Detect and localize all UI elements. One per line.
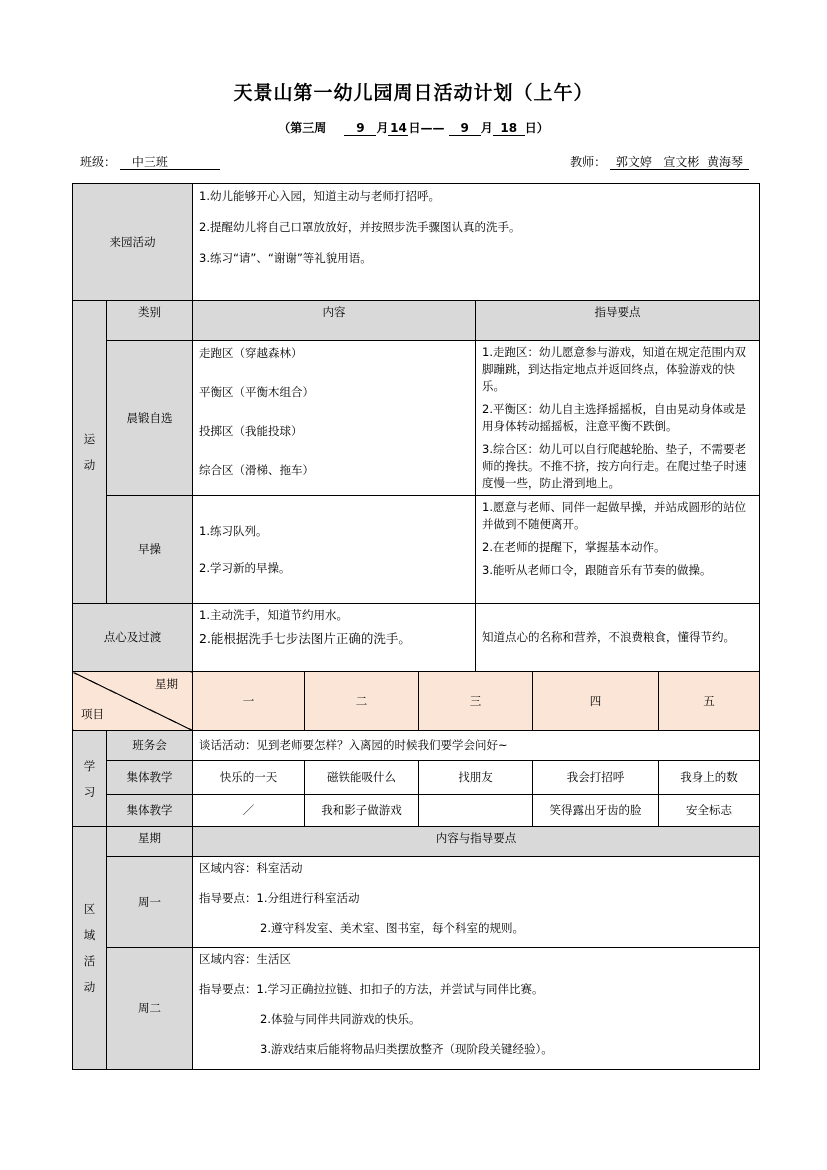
morning-exercise-label: 早操	[107, 496, 193, 604]
arrival-item: 1.幼儿能够开心入园，知道主动与老师打招呼。	[199, 189, 440, 203]
zone-item: 综合区（滑梯、拖车）	[199, 463, 314, 477]
guide-item: 2.平衡区：幼儿自主选择摇摇板，自由晃动身体或是用身体转动摇摇板，注意平衡不跌倒。	[482, 402, 746, 433]
group2-mon: ／	[193, 795, 305, 827]
group2-fri: 安全标志	[659, 795, 760, 827]
group1-mon: 快乐的一天	[193, 761, 305, 795]
area-monday-content	[193, 857, 760, 948]
area-label-char: 区	[83, 902, 96, 916]
arrival-item: 3.练习“请”、“谢谢”等礼貌用语。	[199, 251, 372, 265]
area-header-content: 内容与指导要点	[193, 827, 760, 857]
group1-fri: 我身上的数	[659, 761, 760, 795]
area-guide-item: 2.体验与同伴共同游戏的快乐。	[260, 1012, 421, 1026]
morning-choice-zones	[193, 341, 476, 496]
sport-label	[73, 301, 107, 604]
group2-tue: 我和影子做游戏	[305, 795, 419, 827]
sport-header-guide: 指导要点	[476, 301, 760, 341]
area-label-char: 动	[83, 980, 96, 994]
area-label	[73, 827, 107, 1070]
area-content-label: 区域内容：	[199, 952, 257, 966]
study-label	[73, 731, 107, 827]
week-open: （第三周	[278, 121, 327, 135]
zone-item: 投掷区（我能投球）	[199, 424, 303, 438]
area-tuesday-label: 周二	[107, 948, 193, 1070]
area-guide-item: 2.遵守科发室、美术室、图书室，每个科室的规则。	[260, 921, 524, 935]
group-teaching-row-2	[73, 795, 760, 827]
area-monday-row	[73, 857, 760, 948]
morning-choice-guides	[476, 341, 760, 496]
area-guide-item: 1.学习正确拉拉链、扣扣子的方法，并尝试与同伴比赛。	[256, 982, 544, 996]
area-label-char: 活	[83, 954, 96, 968]
month-char-1: 月	[376, 121, 389, 135]
snack-item: 1.主动洗手，知道节约用水。	[199, 608, 348, 622]
sport-header-row	[73, 301, 760, 341]
snack-label: 点心及过渡	[73, 604, 193, 672]
weekday-thu: 四	[533, 672, 659, 731]
morning-choice-row	[73, 341, 760, 496]
area-content-label: 区域内容：	[199, 861, 257, 875]
month-char-2: 月	[480, 121, 493, 135]
arrival-content	[193, 184, 760, 301]
sport-label-char: 动	[83, 458, 96, 472]
sport-label-char: 运	[83, 432, 96, 446]
morning-exercise-contents	[193, 496, 476, 604]
group2-wed	[419, 795, 533, 827]
arrival-item: 2.提醒幼儿将自己口罩放放好，并按照步洗手骤图认真的洗手。	[199, 220, 521, 234]
weekday-diagonal-header	[73, 672, 193, 731]
activity-plan-table	[72, 183, 760, 1070]
morning-exercise-row	[73, 496, 760, 604]
area-header-week: 星期	[107, 827, 193, 857]
area-guide-label: 指导要点：	[199, 982, 257, 996]
area-guide-item: 1.分组进行科室活动	[256, 891, 360, 905]
zone-item: 走跑区（穿越森林）	[199, 346, 303, 360]
area-content-value: 科室活动	[256, 861, 303, 875]
area-label-char: 域	[83, 928, 96, 942]
header-week-label: 星期	[155, 677, 178, 691]
snack-guide: 知道点心的名称和营养，不浪费粮食，懂得节约。	[476, 604, 760, 672]
weekday-fri: 五	[659, 672, 760, 731]
area-monday-label: 周一	[107, 857, 193, 948]
snack-row	[73, 604, 760, 672]
snack-item: 2.能根据洗手七步法图片正确的洗手。	[199, 631, 411, 646]
weekday-header-row	[73, 672, 760, 731]
end-day: 18	[493, 122, 525, 136]
week-range	[0, 119, 827, 136]
guide-item: 1.走跑区：幼儿愿意参与游戏，知道在规定范围内双脚蹦跳，到达指定地点并返回终点，体验游戏的快乐。	[482, 345, 746, 393]
guide-item: 2.在老师的提醒下，掌握基本动作。	[482, 540, 666, 554]
group-teaching-label: 集体教学	[107, 795, 193, 827]
week-close: 日）	[524, 121, 549, 135]
weekday-wed: 三	[419, 672, 533, 731]
teacher-label: 教师：	[570, 155, 607, 169]
class-meeting-text: 谈话活动：见到老师要怎样？入离园的时候我们要学会问好~	[193, 731, 760, 761]
class-label: 班级：	[80, 155, 117, 169]
sport-header-category: 类别	[107, 301, 193, 341]
week-mid: 日——	[408, 121, 445, 135]
start-day: 14	[390, 121, 407, 135]
weekday-mon: 一	[193, 672, 305, 731]
start-month: 9	[344, 122, 376, 136]
area-header-row	[73, 827, 760, 857]
study-label-char: 学	[83, 758, 96, 773]
morning-choice-label: 晨锻自选	[107, 341, 193, 496]
class-value: 中三班	[120, 155, 220, 170]
area-guide-item: 3.游戏结束后能将物品归类摆放整齐（现阶段关键经验）。	[260, 1042, 553, 1056]
area-tuesday-content	[193, 948, 760, 1070]
group-teaching-label: 集体教学	[107, 761, 193, 795]
morning-exercise-guides	[476, 496, 760, 604]
guide-item: 3.能听从老师口令，跟随音乐有节奏的做操。	[482, 563, 712, 577]
teacher-line	[570, 153, 749, 170]
exercise-item: 2.学习新的早操。	[199, 560, 291, 575]
guide-item: 3.综合区：幼儿可以自行爬越轮胎、垫子，不需要老师的搀扶。不推不挤，按方向行走。在爬过垫子时速度慢一些，防止滑到地上。	[482, 442, 747, 490]
arrival-row	[73, 184, 760, 301]
end-month: 9	[449, 122, 481, 136]
class-line	[80, 153, 220, 170]
weekday-tue: 二	[305, 672, 419, 731]
guide-item: 1.愿意与老师、同伴一起做早操，并站成圆形的站位并做到不随便离开。	[482, 500, 746, 531]
sport-header-content: 内容	[193, 301, 476, 341]
group1-tue: 磁铁能吸什么	[305, 761, 419, 795]
area-tuesday-row	[73, 948, 760, 1070]
header-item-label: 项目	[81, 707, 104, 721]
group2-thu: 笑得露出牙齿的脸	[533, 795, 659, 827]
class-meeting-label: 班务会	[107, 731, 193, 761]
group1-thu: 我会打招呼	[533, 761, 659, 795]
area-content-value: 生活区	[256, 952, 291, 966]
class-meeting-row	[73, 731, 760, 761]
zone-item: 平衡区（平衡木组合）	[199, 385, 314, 399]
group-teaching-row-1	[73, 761, 760, 795]
study-label-char: 习	[83, 784, 96, 799]
arrival-label: 来园活动	[73, 184, 193, 301]
snack-contents	[193, 604, 476, 672]
page-title: 天景山第一幼儿园周日活动计划（上午）	[233, 82, 594, 104]
exercise-item: 1.练习队列。	[199, 523, 268, 538]
group1-wed: 找朋友	[419, 761, 533, 795]
teacher-names: 郭文婷 宣文彬 黄海琴	[610, 155, 749, 170]
area-guide-label: 指导要点：	[199, 891, 257, 905]
